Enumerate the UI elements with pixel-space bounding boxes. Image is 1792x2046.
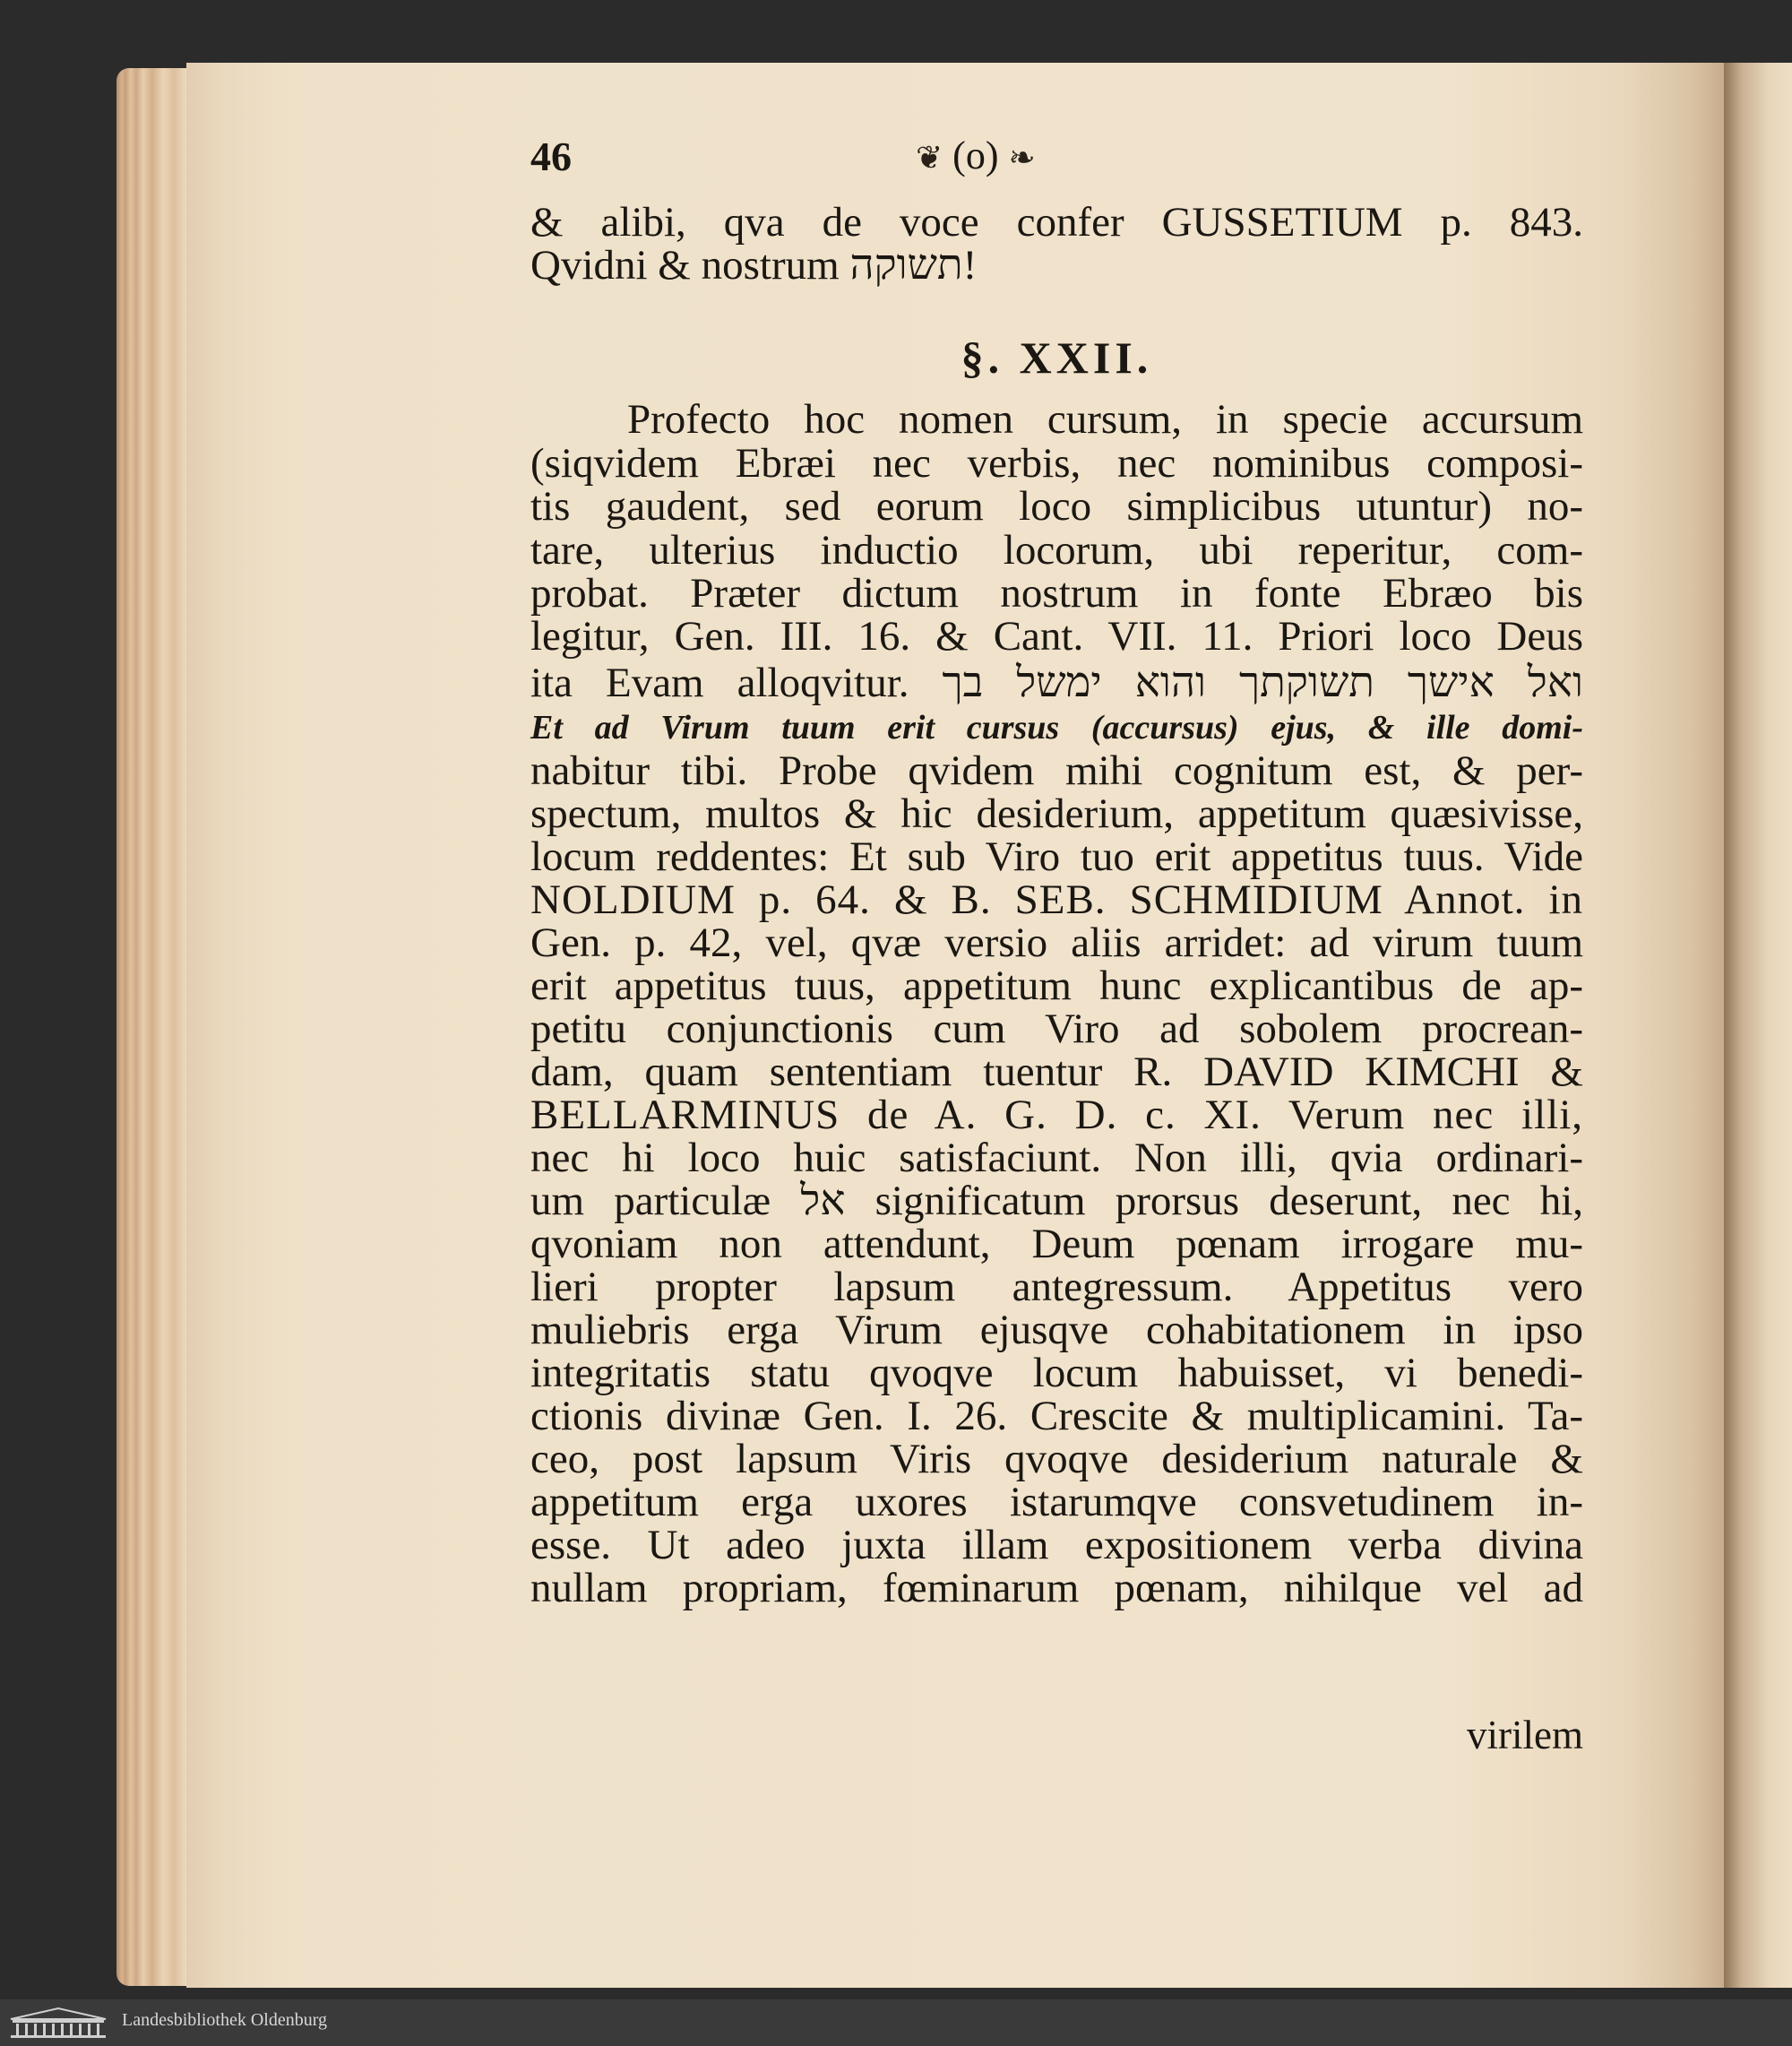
text-line: Et ad Virum tuum erit cursus (accursus) ejus, & ille domi-: [530, 709, 1583, 747]
gutter: [1724, 63, 1792, 1988]
text-line: esse. Ut adeo juxta illam expositionem verba divina: [530, 1522, 1583, 1568]
fleuron-left-icon: ❦: [916, 140, 943, 176]
text-line: muliebris erga Virum ejusqve cohabitationem in ipso: [530, 1307, 1583, 1353]
catchword: virilem: [1467, 1713, 1583, 1757]
text-line: appetitum erga uxores istarumqve consvetudinem in-: [530, 1479, 1583, 1525]
footer-bar: [0, 1999, 1792, 2046]
running-head: [530, 133, 1583, 177]
library-building-icon: [5, 2005, 111, 2041]
text-line: NOLDIUM p. 64. & B. SEB. SCHMIDIUM Annot. in: [530, 876, 1583, 923]
text-line: Gen. p. 42, vel, qvæ versio aliis arridet: ad virum tuum: [530, 919, 1583, 966]
text-line: integritatis statu qvoqve locum habuisset, vi benedi-: [530, 1350, 1583, 1396]
library-name: Landesbibliothek Oldenburg: [122, 2010, 328, 2030]
section-heading: §. XXII.: [961, 332, 1153, 383]
page-edges: [116, 68, 186, 1986]
text-line: tis gaudent, sed eorum loco simplicibus utuntur) no-: [530, 483, 1583, 530]
text-line: legitur, Gen. III. 16. & Cant. VII. 11. Priori loco Deus: [530, 613, 1583, 660]
text-line: locum reddentes: Et sub Viro tuo erit appetitus tuus. Vide: [530, 833, 1583, 880]
text-line: ctionis divinæ Gen. I. 26. Crescite & multiplicamini. Ta-: [530, 1393, 1583, 1439]
text-line: tare, ulterius inductio locorum, ubi reperitur, com-: [530, 527, 1583, 574]
fleuron-right-icon: ❧: [1008, 140, 1036, 176]
text-line: um particulæ אל significatum prorsus deserunt, nec hi,: [530, 1178, 1583, 1224]
page-number: 46: [530, 134, 572, 179]
text-line: qvoniam non attendunt, Deum pœnam irrogare mu-: [530, 1221, 1583, 1267]
signature-text: (o): [952, 134, 999, 177]
text-line: Profecto hoc nomen cursum, in specie accursum: [627, 396, 1583, 443]
text-line: BELLARMINUS de A. G. D. c. XI. Verum nec illi,: [530, 1092, 1583, 1138]
text-line: nullam propriam, fœminarum pœnam, nihilque vel ad: [530, 1565, 1583, 1611]
signature-mark: [916, 133, 1036, 178]
text-line: lieri propter lapsum antegressum. Appetitus vero: [530, 1264, 1583, 1310]
text-line: ceo, post lapsum Viris qvoqve desiderium naturale &: [530, 1436, 1583, 1482]
text-line: nabitur tibi. Probe qvidem mihi cognitum est, & per-: [530, 747, 1583, 794]
text-line: spectum, multos & hic desiderium, appetitum quæsivisse,: [530, 790, 1583, 837]
text-line: dam, quam sententiam tuentur R. DAVID KIMCHI &: [530, 1049, 1583, 1095]
text-line: erit appetitus tuus, appetitum hunc explicantibus de ap-: [530, 963, 1583, 1009]
text-line: probat. Præter dictum nostrum in fonte Ebræo bis: [530, 570, 1583, 617]
text-line: & alibi, qva de voce confer GUSSETIUM p. 843.: [530, 199, 1583, 246]
text-line: petitu conjunctionis cum Viro ad sobolem procrean-: [530, 1006, 1583, 1052]
text-line: ita Evam alloqvitur. ואל אישך תשוקתך והוא ימשל בך: [530, 660, 1583, 706]
text-line: Qvidni & nostrum תשוקה!: [530, 242, 978, 289]
text-line: (siqvidem Ebræi nec verbis, nec nominibus composi-: [530, 440, 1583, 487]
text-line: nec hi loco huic satisfaciunt. Non illi, qvia ordinari-: [530, 1135, 1583, 1181]
